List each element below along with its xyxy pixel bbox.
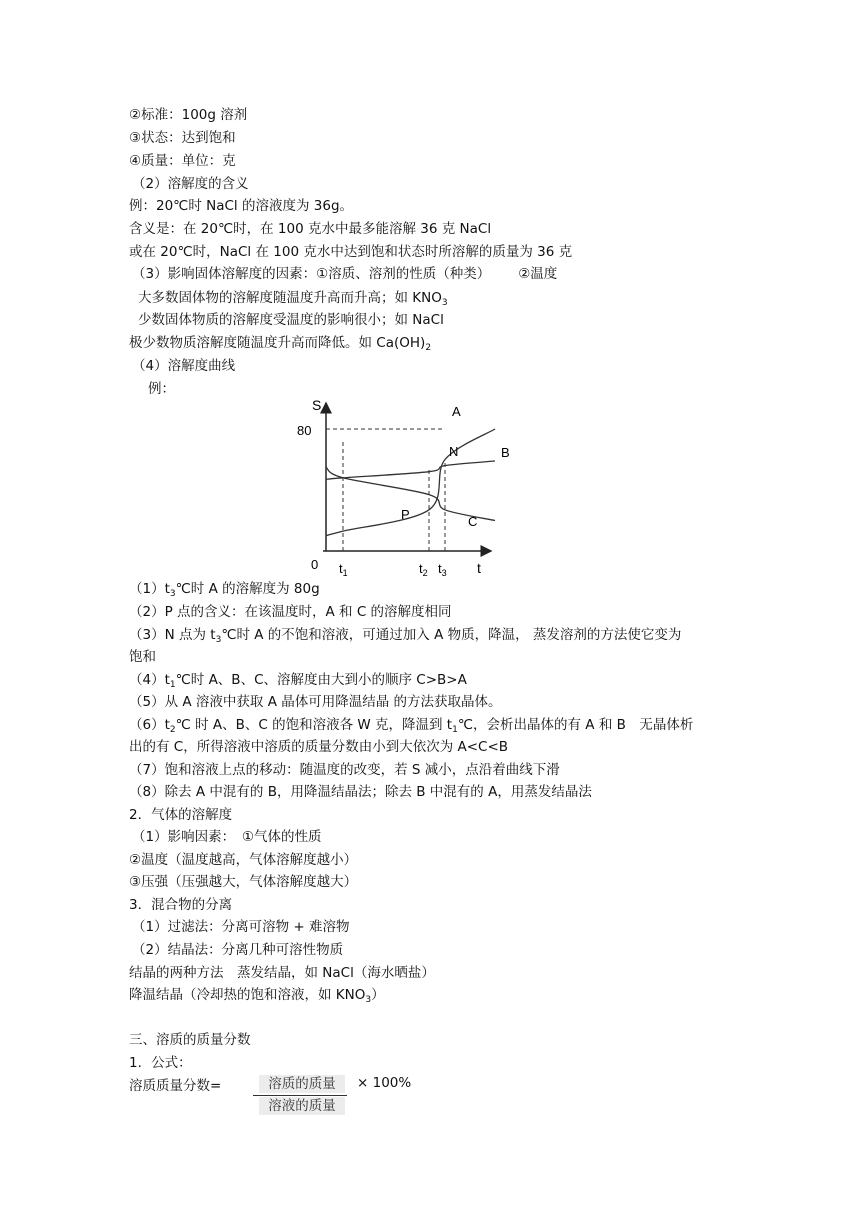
text-line: 结晶的两种方法 蒸发结晶，如 NaCl（海水晒盐）	[129, 965, 435, 981]
formula-heading: 1．公式：	[129, 1055, 192, 1071]
formula-fraction	[247, 1074, 347, 1118]
text-line: （2）结晶法：分离几种可溶性物质	[132, 942, 344, 958]
x-tick-t1: $t_1$	[339, 561, 348, 578]
series-line-b	[326, 461, 495, 479]
kno3-line: 大多数固体物的溶解度随温度升高而升高；如 $KNO_3$	[138, 290, 448, 308]
mix-heading: 3．混合物的分离	[129, 897, 233, 913]
answer-line: （8）除去 A 中混有的 B，用降温结晶法；除去 B 中混有的 A，用蒸发结晶法	[129, 784, 592, 800]
section-title: 三、溶质的质量分数	[129, 1032, 251, 1048]
series-line-c	[326, 467, 495, 520]
text-line: ④质量：单位：克	[129, 153, 236, 169]
point-label-p: P	[401, 507, 410, 522]
origin-label: 0	[311, 557, 319, 572]
text-line: 含义是：在 20℃时，在 100 克水中最多能溶解 36 克 NaCl	[129, 221, 492, 237]
text-line: （2）溶解度的含义	[132, 176, 249, 192]
text-line: ②温度（温度越高，气体溶解度越小）	[129, 852, 358, 868]
x-tick-t3: $t_3$	[438, 561, 447, 578]
point-label-n: N	[449, 444, 459, 459]
cool-line: 降温结晶（冷却热的饱和溶液，如 $KNO_3$）	[129, 987, 385, 1005]
answer-line: （3）N 点为 $t_3℃$时 A 的不饱和溶液，可通过加入 A 物质，降温， 蒸发溶剂的方法使它变为	[129, 627, 682, 645]
series-label-b: B	[501, 445, 510, 460]
answer-line: （7）饱和溶液上点的移动：随温度的改变，若 S 减小，点沿着曲线下滑	[129, 762, 560, 778]
series-label-c: C	[468, 514, 478, 529]
x-axis-label: t	[477, 560, 481, 576]
formula-times: × 100%	[357, 1075, 412, 1091]
text-line: （1）过滤法：分离可溶物 + 难溶物	[132, 919, 350, 935]
factors-line	[132, 264, 557, 284]
series-label-a: A	[452, 404, 461, 419]
fraction-bar	[253, 1095, 347, 1096]
text-line: 例：20℃时 NaCl 的溶液度为 36g。	[129, 198, 354, 214]
text-line: （1）影响因素： ①气体的性质	[132, 829, 322, 845]
y-tick-80: 80	[297, 423, 312, 438]
text-line: 或在 20℃时，NaCl 在 100 克水中达到饱和状态时所溶解的质量为 36 克	[129, 244, 573, 260]
answer-line: （5）从 A 溶液中获取 A 晶体可用降温结晶 的方法获取晶体。	[129, 694, 502, 710]
formula-numerator: 溶质的质量	[259, 1075, 345, 1093]
answer-line: $(6)t_2℃$ 时 A、B、C 的饱和溶液各 W 克，降温到 $t_1℃$，会析出晶体的有 A 和 B 无晶体析	[129, 717, 694, 735]
answer-line: （2）P 点的含义：在该温度时，A 和 C 的溶解度相同	[129, 604, 452, 620]
x-tick-t2: $t_2$	[419, 561, 428, 578]
text-line: ②标准：100g 溶剂	[129, 107, 248, 123]
text-line: ③压强（压强越大，气体溶解度越大）	[129, 874, 358, 890]
answer-line: 饱和	[129, 649, 156, 665]
gas-heading: 2．气体的溶解度	[129, 807, 233, 823]
formula-denominator: 溶液的质量	[259, 1097, 345, 1115]
nacl-line: 少数固体物质的溶解度受温度的影响很小；如 NaCl	[138, 312, 444, 328]
y-axis-label: S	[312, 397, 322, 413]
answer-line: $(4)t_1℃$时 A、B、C、溶解度由大到小的顺序 C>B>A	[129, 672, 467, 690]
factors-right: ②温度	[518, 266, 558, 282]
solubility-chart	[283, 393, 513, 585]
answer-line: 出的有 C，所得溶液中溶质的质量分数由小到大依次为 A<C<B	[129, 739, 509, 755]
text-line: ③状态：达到饱和	[129, 130, 236, 146]
example-label: 例：	[148, 381, 175, 397]
factors-left: （3）影响固体溶解度的因素：①溶质、溶剂的性质（种类）	[132, 266, 491, 282]
caoh-line: 极少数物质溶解度随温度升高而降低。如 $Ca(OH)_2$	[129, 335, 432, 353]
curve-heading: （4）溶解度曲线	[132, 358, 236, 374]
answer-line: $(1)t_3℃$时 A 的溶解度为 80g	[129, 581, 320, 599]
formula-left: 溶质质量分数=	[129, 1078, 222, 1094]
